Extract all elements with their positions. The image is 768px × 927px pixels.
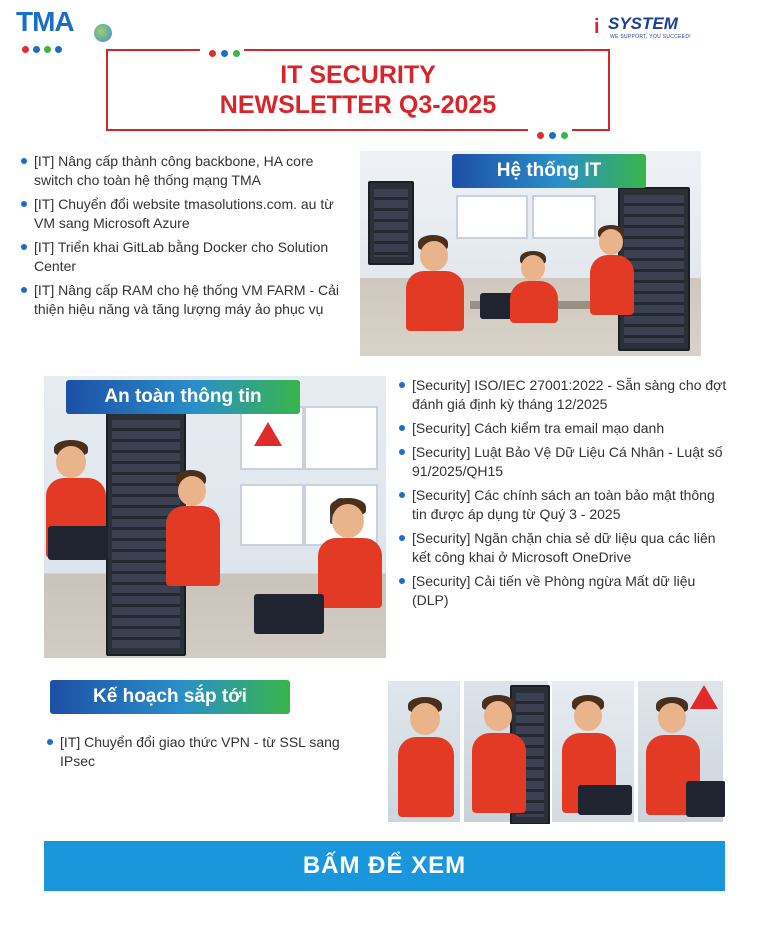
panel-planner	[550, 679, 636, 824]
globe-icon	[94, 24, 112, 42]
technician-figure	[400, 231, 470, 351]
hacker-panel	[304, 406, 378, 470]
hacker-panel	[240, 484, 304, 546]
title-deco-dots-bottom	[528, 126, 572, 144]
it-news-item[interactable]: [IT] Nâng cấp RAM cho hệ thống VM FARM - Cải thiện hiệu năng và tăng lượng máy ảo phục vụ	[20, 281, 340, 319]
support-agent-figure	[506, 247, 562, 327]
upcoming-news-list	[46, 733, 346, 776]
it-news-item[interactable]: [IT] Nâng cấp thành công backbone, HA core switch cho toàn hệ thống mạng TMA	[20, 152, 340, 190]
security-news-item[interactable]: [Security] Cách kiểm tra email mạo danh	[398, 419, 728, 438]
operator-figure	[314, 496, 386, 636]
isystem-logo	[594, 14, 704, 44]
security-news-item[interactable]: [Security] ISO/IEC 27001:2022 - Sẵn sàng cho đợt đánh giá định kỳ tháng 12/2025	[398, 376, 728, 414]
isystem-logo-mark: i	[594, 16, 600, 38]
isystem-tagline: WE SUPPORT, YOU SUCCEED!	[610, 34, 691, 40]
upcoming-news-item[interactable]: [IT] Chuyển đổi giao thức VPN - từ SSL sang IPsec	[46, 733, 346, 771]
engineer-figure	[586, 221, 638, 351]
security-news-item[interactable]: [Security] Luật Bảo Vệ Dữ Liệu Cá Nhân - Luật số 91/2025/QH15	[398, 443, 728, 481]
tma-logo	[16, 6, 116, 50]
panel-security-officer	[636, 679, 725, 824]
panel-network-engineer	[462, 679, 550, 824]
view-more-button[interactable]: BẤM ĐỂ XEM	[44, 841, 725, 891]
upcoming-plan-illustration	[386, 679, 725, 824]
tma-logo-text: TMA	[16, 6, 74, 37]
security-illustration	[44, 376, 386, 658]
security-news-item[interactable]: [Security] Cải tiến về Phòng ngừa Mất dữ liệu (DLP)	[398, 572, 728, 610]
section-tag-security: An toàn thông tin	[66, 380, 300, 414]
security-news-list	[398, 376, 728, 615]
it-news-item[interactable]: [IT] Triển khai GitLab bằng Docker cho Solution Center	[20, 238, 340, 276]
it-news-list	[20, 152, 340, 324]
security-news-item[interactable]: [Security] Các chính sách an toàn bảo mật thông tin được áp dụng từ Quý 3 - 2025	[398, 486, 728, 524]
title-line-2: NEWSLETTER Q3-2025	[219, 91, 497, 119]
security-news-item[interactable]: [Security] Ngăn chặn chia sẻ dữ liệu qua các liên kết công khai ở Microsoft OneDrive	[398, 529, 728, 567]
laptop-icon	[48, 526, 108, 560]
warning-icon	[254, 422, 282, 446]
tma-logo-dots	[22, 40, 66, 58]
it-news-item[interactable]: [IT] Chuyển đổi website tmasolutions.com. au từ VM sang Microsoft Azure	[20, 195, 340, 233]
isystem-logo-text: SYSTEM	[608, 14, 678, 33]
engineer-figure	[164, 466, 224, 646]
newsletter-title	[106, 60, 610, 120]
section-tag-upcoming: Kế hoạch sắp tới	[50, 680, 290, 714]
section-tag-it: Hệ thống IT	[452, 154, 646, 188]
title-line-1: IT SECURITY	[280, 61, 436, 89]
laptop-icon	[254, 594, 324, 634]
panel-support-agent	[386, 679, 462, 824]
